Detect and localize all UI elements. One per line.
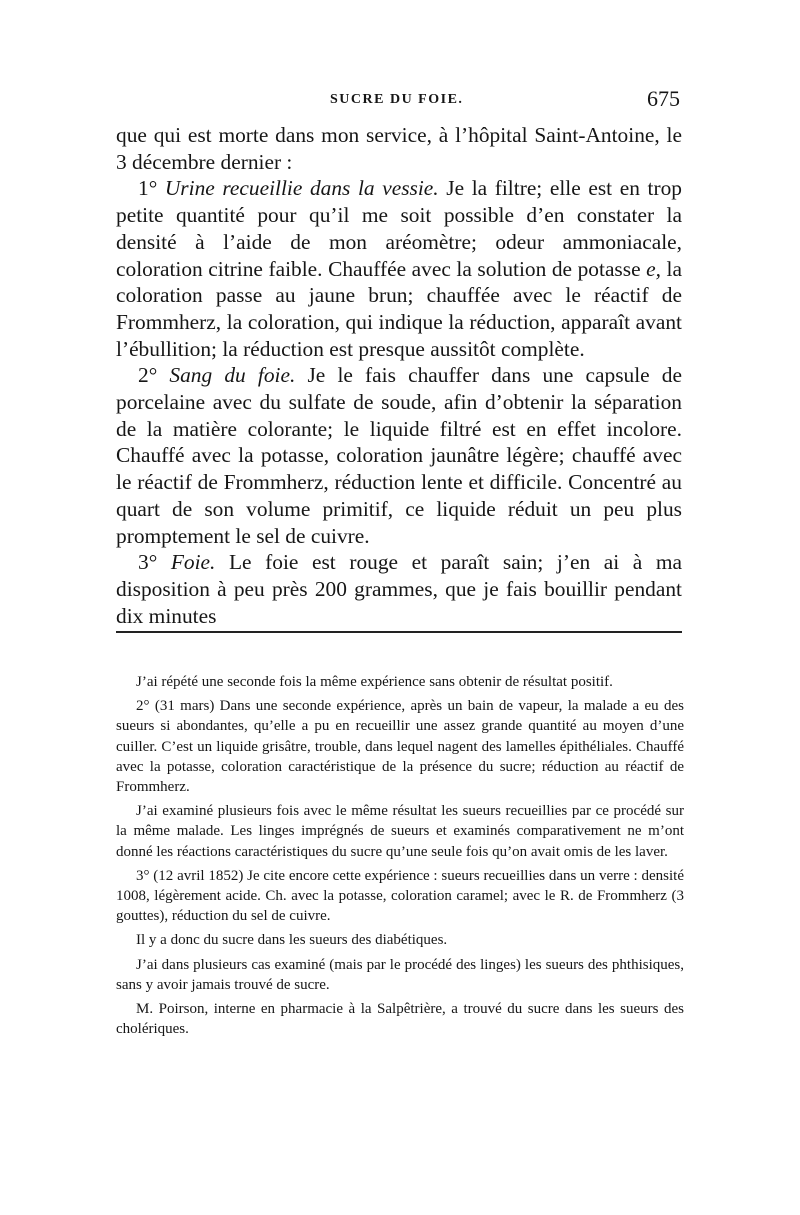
footnotes bbox=[116, 672, 684, 1043]
item-number: 3° bbox=[138, 550, 158, 575]
paragraph-text: Je le fais chauffer dans une capsule de porcelaine avec du sulfate de soude, afin d’obtenir la séparation de la matière colorante; le liquide filtré est en effet incolore. Chauffé avec la potasse, coloration jaunâtre légère; chauffé avec le réactif de Frommherz, réduction lente et difficile. Concentré au quart de son volume primitif, ce liquide réduit un peu plus promptement le sel de cuivre. bbox=[116, 363, 682, 548]
item-number: 2° bbox=[138, 363, 158, 388]
item-title: Foie. bbox=[170, 550, 216, 575]
footnote-paragraph: 3° (12 avril 1852) Je cite encore cette expérience : sueurs recueillies dans un verre : densité 1008, légèrement acide. Ch. avec la potasse, coloration caramel; avec le R. de Frommherz (3 gouttes), réduction du sel de cuivre. bbox=[116, 867, 684, 925]
page-number: 675 bbox=[647, 86, 680, 111]
page-header bbox=[116, 86, 680, 116]
paragraph-urine bbox=[116, 175, 682, 362]
paragraph-continuation: que qui est morte dans mon service, à l’hôpital Saint-Antoine, le 3 décembre dernier : bbox=[116, 123, 682, 174]
footnote-divider bbox=[116, 631, 682, 633]
main-text bbox=[116, 122, 682, 629]
paragraph-text: Je la filtre; elle est en trop petite quantité pour qu’il me soit possible d’en constater la densité à l’aide de mon aréomètre; odeur ammoniacale, coloration citrine faible. Chauffée avec la solution de potasse bbox=[116, 176, 682, 281]
item-title: Sang du foie. bbox=[169, 363, 296, 388]
footnote-paragraph: J’ai dans plusieurs cas examiné (mais par le procédé des linges) les sueurs des phthisiques, sans y avoir jamais trouvé de sucre. bbox=[116, 956, 684, 993]
footnote-paragraph: 2° (31 mars) Dans une seconde expérience, après un bain de vapeur, la malade a eu des sueurs si abondantes, qu’elle a pu en recueillir une assez grande quantité au moyen d’une cuiller. C’est un liquide grisâtre, trouble, dans lequel nagent des lamelles épithéliales. Chauffé avec la potasse, coloration caractéristique de la présence du sucre; réduction au réactif de Frommherz. bbox=[116, 698, 684, 796]
paragraph-liver bbox=[116, 549, 682, 629]
running-head: SUCRE DU FOIE. bbox=[330, 92, 464, 107]
footnote-paragraph: M. Poirson, interne en pharmacie à la Salpêtrière, a trouvé du sucre dans les sueurs des cholériques. bbox=[116, 1001, 684, 1038]
footnote-paragraph: Il y a donc du sucre dans les sueurs des diabétiques. bbox=[136, 932, 448, 949]
item-title: Urine recueillie dans la vessie. bbox=[164, 176, 439, 201]
variable-letter: e, bbox=[646, 256, 661, 281]
footnote-paragraph: J’ai répété une seconde fois la même expérience sans obtenir de résultat positif. bbox=[136, 674, 613, 690]
item-number: 1° bbox=[138, 176, 158, 201]
paragraph-text: la coloration passe au jaune brun; chauffée avec le réactif de Frommherz, la coloration, qui indique la réduction, apparaît avant l’ébullition; la réduction est presque aussitôt complète. bbox=[116, 256, 682, 361]
paragraph-text: Le foie est rouge et paraît sain; j’en ai à ma disposition à peu près 200 grammes, que je fais bouillir pendant dix minutes bbox=[116, 550, 682, 628]
footnote-paragraph: J’ai examiné plusieurs fois avec le même résultat les sueurs recueillies par ce procédé sur la même malade. Les linges imprégnés de sueurs et examinés comparativement ne m’ont donné les réactions caractéristiques du sucre qu’une seule fois qu’on avait omis de les laver. bbox=[116, 803, 684, 860]
paragraph-blood bbox=[116, 362, 682, 549]
